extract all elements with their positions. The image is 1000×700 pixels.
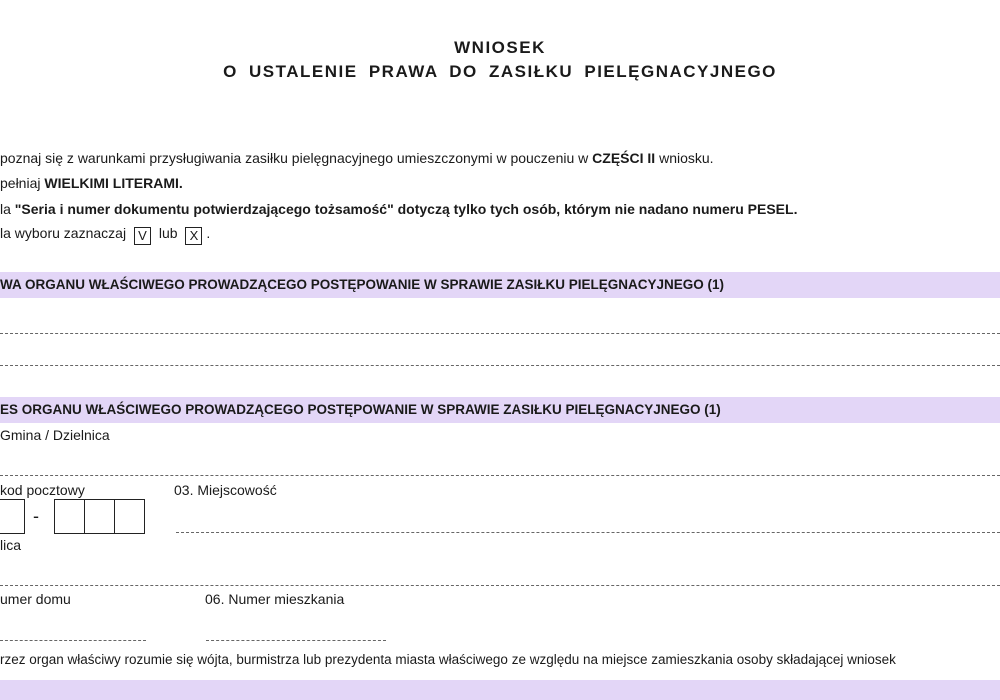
instruction-2 <box>0 175 183 191</box>
instruction-2-bold: WIELKIMI LITERAMI. <box>44 175 183 191</box>
instruction-4-text: la wyboru zaznaczaj <box>0 225 127 241</box>
instruction-3-text: la <box>0 201 15 217</box>
instruction-1 <box>0 150 714 166</box>
instruction-1-bold: CZĘŚCI II <box>592 150 656 166</box>
organ-name-line-1[interactable] <box>0 333 1000 334</box>
instruction-4 <box>0 225 210 245</box>
city-line[interactable] <box>176 532 1000 533</box>
section-organ-address-header: ES ORGANU WŁAŚCIWEGO PROWADZĄCEGO POSTĘPOWANIE W SPRAWIE ZASIŁKU PIELĘGNACYJNEGO (1) <box>0 397 1000 423</box>
section-organ-name-header: WA ORGANU WŁAŚCIWEGO PROWADZĄCEGO POSTĘPOWANIE W SPRAWIE ZASIŁKU PIELĘGNACYJNEGO (1) <box>0 272 1000 298</box>
next-section-header <box>0 680 1000 700</box>
instruction-2-text: pełniaj <box>0 175 45 191</box>
flat-number-label: 06. Numer mieszkania <box>205 591 345 607</box>
postcode-box-3[interactable] <box>54 499 85 534</box>
house-number-line[interactable] <box>0 640 146 641</box>
gmina-label: Gmina / Dzielnica <box>0 427 110 443</box>
postcode-box-4[interactable] <box>84 499 115 534</box>
gmina-line[interactable] <box>0 475 1000 476</box>
instruction-3 <box>0 201 797 217</box>
footnote-text: rzez organ właściwy rozumie się wójta, burmistrza lub prezydenta miasta właściwego ze względu na miejsce zamieszkania osoby składającej wniosek <box>0 652 896 667</box>
instruction-1-text: poznaj się z warunkami przysługiwania zasiłku pielęgnacyjnego umieszczonymi w pouczeniu w <box>0 150 593 166</box>
house-number-label: umer domu <box>0 591 71 607</box>
flat-number-line[interactable] <box>206 640 386 641</box>
street-line[interactable] <box>0 585 1000 586</box>
instruction-4-lub: lub <box>158 225 178 241</box>
x-mark-icon: X <box>185 227 202 245</box>
instruction-3-bold: "Seria i numer dokumentu potwierdzającego tożsamość" dotyczą tylko tych osób, którym nie nadano numeru <box>14 201 748 217</box>
postcode-box-5[interactable] <box>114 499 145 534</box>
postcode-label: kod pocztowy <box>0 482 85 498</box>
postcode-box-2[interactable] <box>0 499 25 534</box>
form-subtitle: O USTALENIE PRAWA DO ZASIŁKU PIELĘGNACYJNEGO <box>223 62 777 81</box>
instruction-1-end: wniosku. <box>655 150 714 166</box>
city-label: 03. Miejscowość <box>174 482 277 498</box>
instruction-4-end: . <box>206 225 211 241</box>
street-label: lica <box>0 537 22 553</box>
form-title: WNIOSEK <box>454 38 546 57</box>
instruction-3-pesel: PESEL. <box>747 201 798 217</box>
checkmark-icon: V <box>134 227 151 245</box>
organ-name-line-2[interactable] <box>0 365 1000 366</box>
postcode-hyphen: - <box>33 506 39 526</box>
